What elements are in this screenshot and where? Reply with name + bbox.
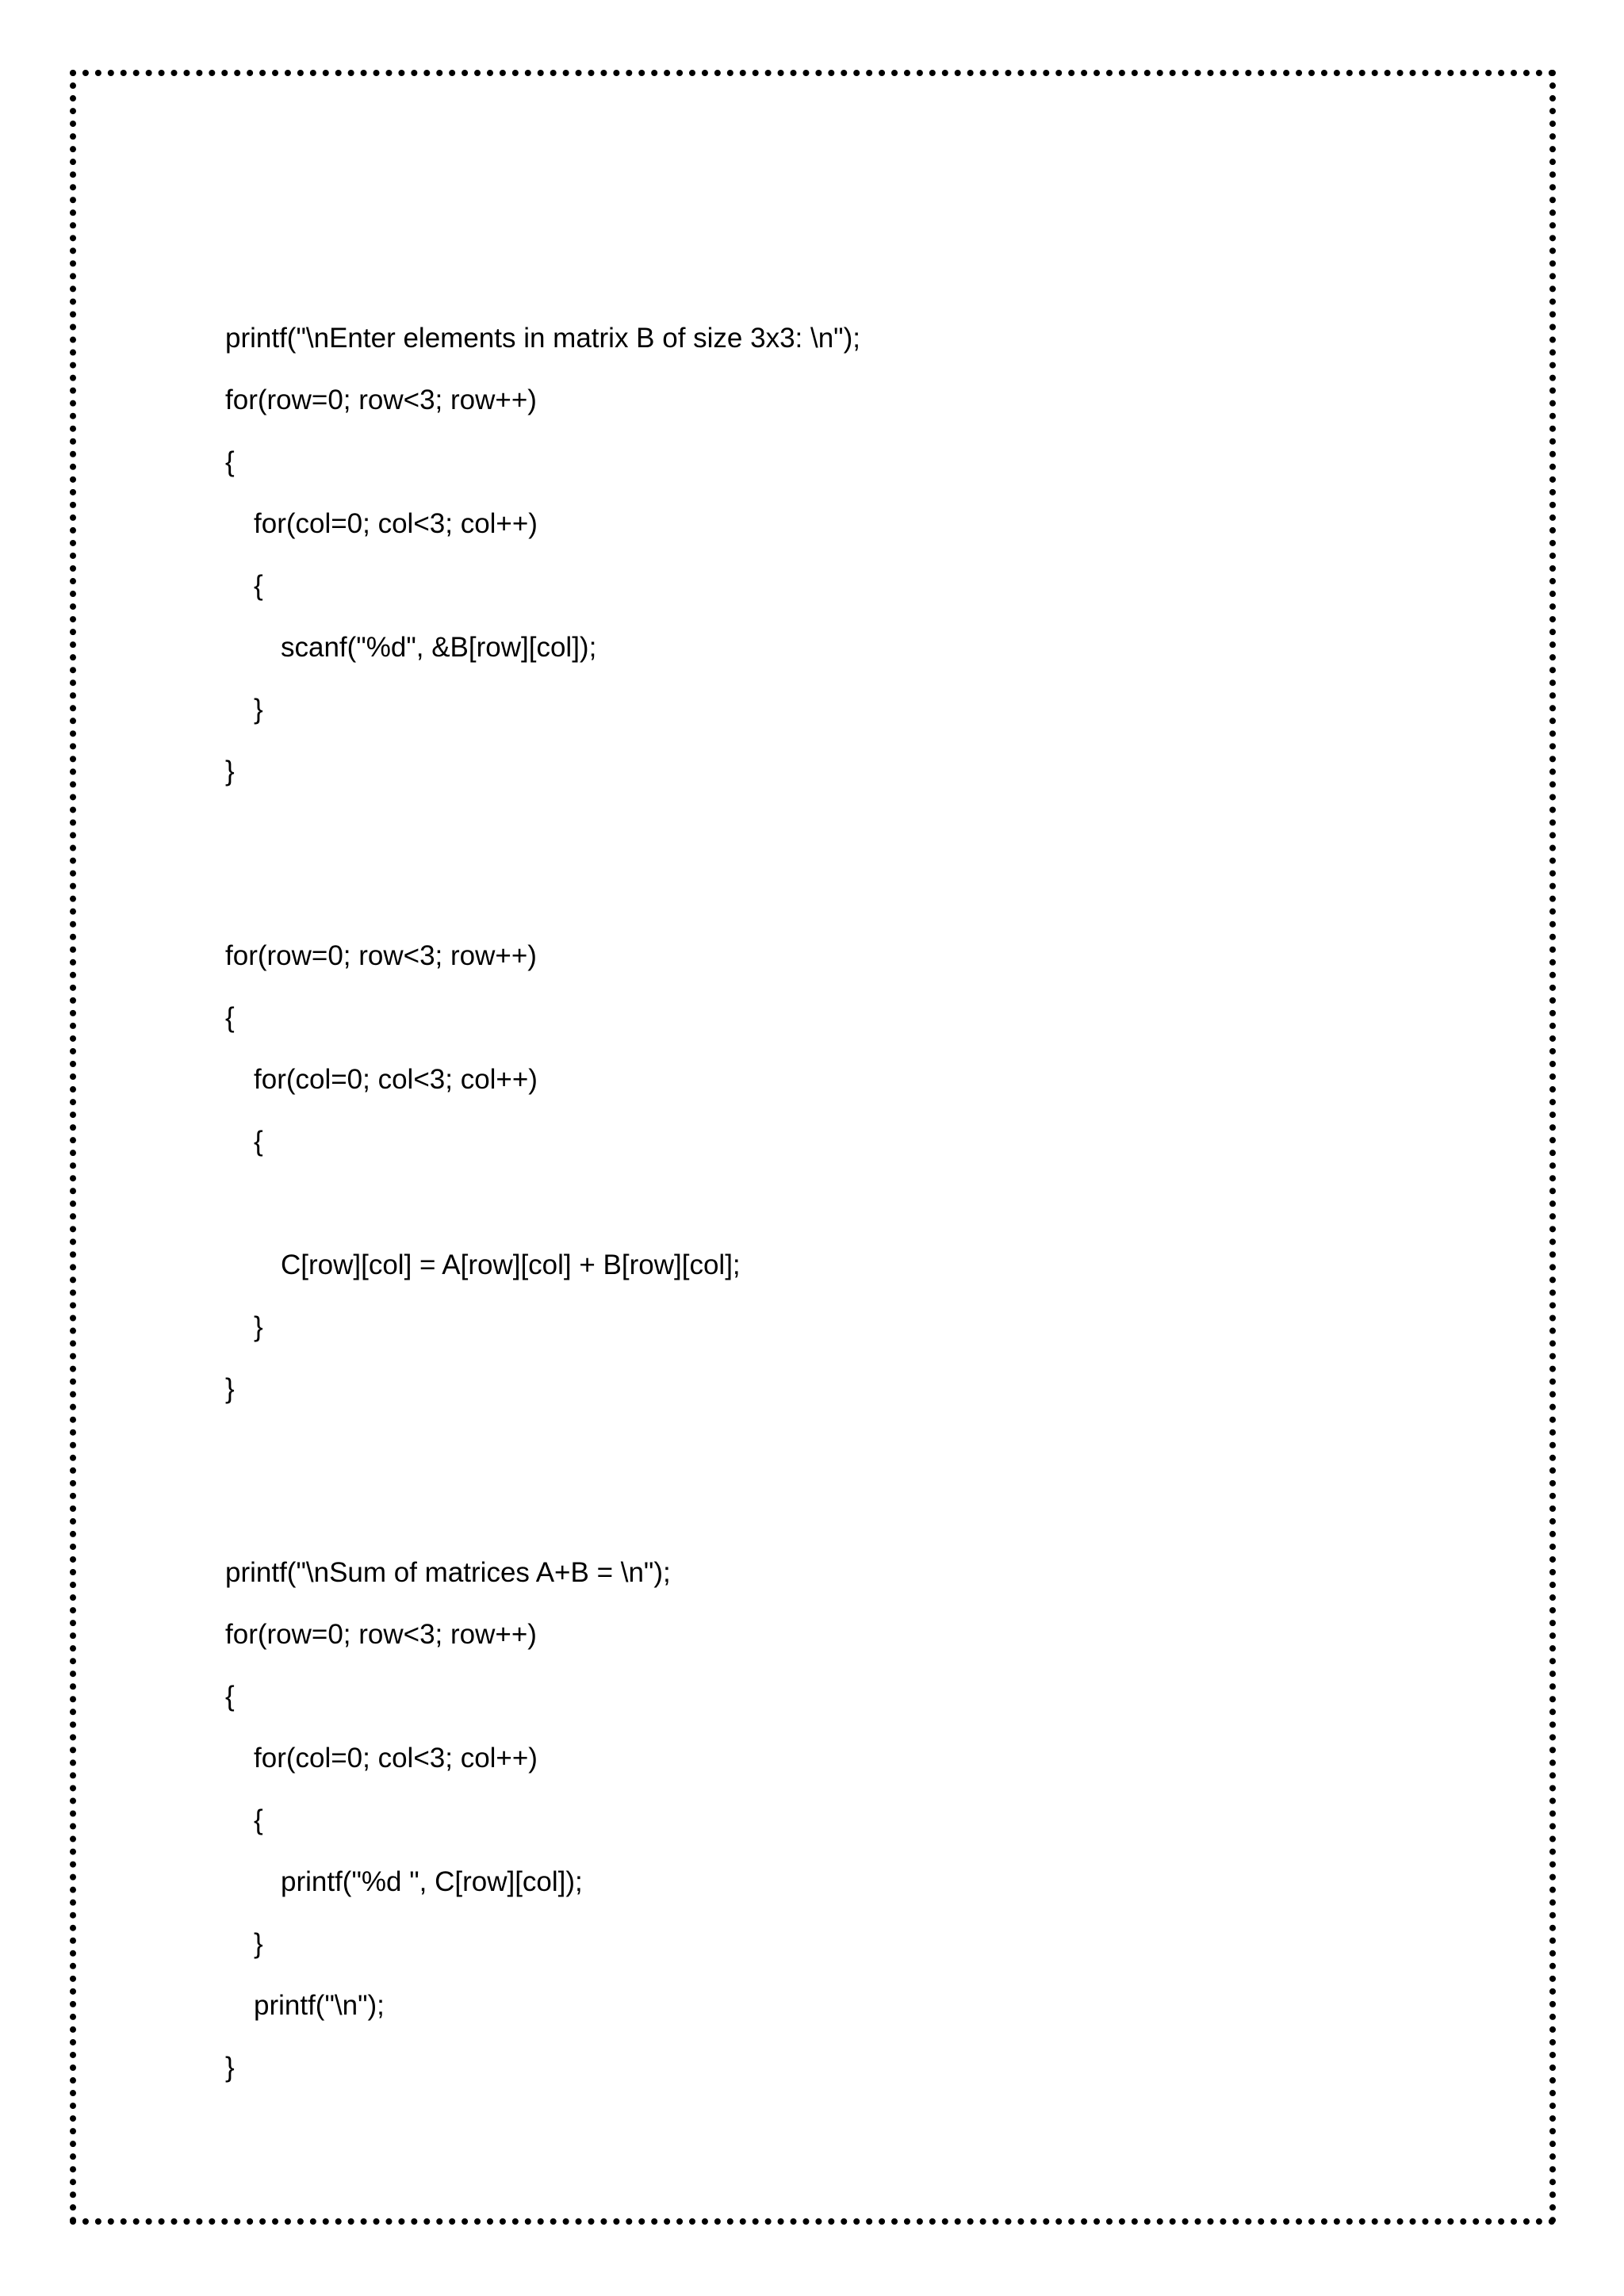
code-line: for(col=0; col<3; col++) bbox=[254, 1743, 538, 1774]
code-line: scanf("%d", &B[row][col]); bbox=[281, 632, 597, 663]
code-line: printf("\nEnter elements in matrix B of size 3x3: \n"); bbox=[225, 323, 860, 354]
code-line: { bbox=[254, 1126, 263, 1157]
code-line: { bbox=[254, 1804, 263, 1835]
code-line: { bbox=[225, 1681, 235, 1712]
code-line: } bbox=[225, 2052, 235, 2083]
code-line: } bbox=[254, 1311, 263, 1342]
code-line: printf("\nSum of matrices A+B = \n"); bbox=[225, 1557, 671, 1588]
code-line: } bbox=[254, 1928, 263, 1959]
code-line: for(col=0; col<3; col++) bbox=[254, 1064, 538, 1095]
code-line: C[row][col] = A[row][col] + B[row][col]; bbox=[281, 1249, 741, 1280]
code-line: } bbox=[225, 1373, 235, 1404]
code-line: for(row=0; row<3; row++) bbox=[225, 1619, 537, 1650]
code-line: { bbox=[225, 1002, 235, 1033]
code-line: } bbox=[254, 694, 263, 725]
code-line: for(row=0; row<3; row++) bbox=[225, 385, 537, 415]
code-line: printf("%d ", C[row][col]); bbox=[281, 1866, 583, 1897]
code-line: } bbox=[225, 756, 235, 786]
code-line: { bbox=[225, 446, 235, 477]
code-line: { bbox=[254, 570, 263, 601]
code-line: printf("\n"); bbox=[254, 1990, 385, 2021]
code-line: for(row=0; row<3; row++) bbox=[225, 940, 537, 971]
code-line: for(col=0; col<3; col++) bbox=[254, 508, 538, 539]
